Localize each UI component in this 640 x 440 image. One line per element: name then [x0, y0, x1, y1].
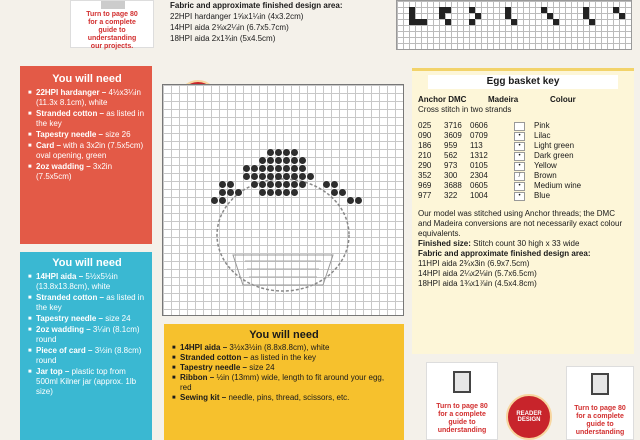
stitch: [267, 181, 274, 188]
guide-line: for a complete: [576, 413, 624, 420]
stitch: [251, 173, 258, 180]
key-swatch: •: [514, 162, 525, 171]
key-cell-anchor: 290: [418, 161, 432, 170]
key-cell-madeira: 0605: [470, 181, 488, 190]
key-cell-anchor: 969: [418, 181, 432, 190]
key-cell-dmc: 562: [444, 151, 458, 160]
key-swatch: •: [514, 152, 525, 161]
stitch: [219, 181, 226, 188]
fabric-line: 14HPI aida 2¼x2⅛in (5.7x6.5cm): [418, 269, 537, 278]
stitch: [259, 189, 266, 196]
guide-line: understanding: [437, 427, 487, 434]
key-swatch: •: [514, 142, 525, 151]
stitch: [267, 173, 274, 180]
stitch: [291, 165, 298, 172]
key-row: [418, 141, 628, 151]
stitch: [291, 189, 298, 196]
stitch: [307, 173, 314, 180]
panel-title: You will need: [52, 73, 122, 85]
stitch: [347, 197, 354, 204]
key-note: Our model was stitched using Anchor threads; the DMC and Madeira conversions are not necessarily exact colour equivalents.: [418, 209, 623, 238]
stitch: [331, 181, 338, 188]
stitch: [219, 197, 226, 204]
stitch: [283, 189, 290, 196]
key-cell-madeira: 1004: [470, 191, 488, 200]
finished-size: Finished size: Stitch count 30 high x 33 wide: [418, 239, 580, 248]
guide-line: for a complete: [438, 411, 486, 418]
key-cell-colour: Dark green: [534, 151, 574, 160]
stitch: [235, 189, 242, 196]
stitch: [299, 181, 306, 188]
key-cell-colour: Light green: [534, 141, 575, 150]
list-item: ■ 2oz wadding – 3¼in (8.1cm) round: [28, 325, 146, 345]
stitch: [291, 173, 298, 180]
guide-box-top: [70, 0, 154, 48]
list-item: ■ 22HPI hardanger – 4½x3¼in (11.3x 8.1cm), white: [28, 88, 146, 108]
key-row: [418, 121, 628, 131]
stitch: [275, 149, 282, 156]
stitch: [283, 173, 290, 180]
key-cell-dmc: 300: [444, 171, 458, 180]
key-swatch: •: [514, 192, 525, 201]
key-header: Anchor DMC Madeira Colour: [418, 95, 576, 104]
key-swatch: /: [514, 172, 525, 181]
fabric-line: 18HPI aida 1¾x1⅞in (4.5x4.8cm): [418, 279, 537, 288]
list-item: ■ Sewing kit – needle, pins, thread, scissors, etc.: [172, 393, 396, 403]
guide-line: for a complete: [88, 19, 136, 26]
guide-line: our projects.: [90, 43, 134, 50]
stitch: [291, 149, 298, 156]
key-cell-dmc: 3688: [444, 181, 462, 190]
stitch: [275, 181, 282, 188]
guide-line: Turn to page 80: [86, 11, 138, 18]
finished-line: 14HPI aida 2⅝x2¼in (6.7x5.7cm): [170, 23, 289, 32]
key-cell-anchor: 210: [418, 151, 432, 160]
stitch: [243, 165, 250, 172]
key-subtitle: Cross stitch in two strands: [418, 105, 512, 114]
key-cell-dmc: 973: [444, 161, 458, 170]
stitch: [275, 173, 282, 180]
stitch: [275, 165, 282, 172]
stitch: [251, 165, 258, 172]
key-cell-anchor: 352: [418, 171, 432, 180]
key-row: [418, 131, 628, 141]
key-row: [418, 181, 628, 191]
stitch: [267, 157, 274, 164]
key-swatch: •: [514, 132, 525, 141]
guide-line: Turn to page 80: [436, 403, 488, 410]
key-swatch: [514, 122, 525, 131]
stitch: [267, 165, 274, 172]
key-title: Egg basket key: [428, 75, 618, 89]
stitch: [339, 189, 346, 196]
fabric-heading: Fabric and approximate finished design area:: [418, 249, 591, 258]
key-cell-dmc: 3716: [444, 121, 462, 130]
key-row: [418, 191, 628, 201]
key-cell-anchor: 977: [418, 191, 432, 200]
list-item: ■ Stranded cotton – as listed in the key: [28, 109, 146, 129]
key-cell-madeira: 2304: [470, 171, 488, 180]
thread-spool-icon: [453, 371, 471, 393]
stitch: [355, 197, 362, 204]
guide-line: guide to: [448, 419, 476, 426]
guide-line: guide to: [98, 27, 126, 34]
key-swatch: •: [514, 182, 525, 191]
panel-title: You will need: [52, 257, 122, 269]
guide-box-bottom-1: [426, 362, 498, 440]
stitch: [283, 165, 290, 172]
list-item: ■ 2oz wadding – 3x2in (7.5x5cm): [28, 162, 146, 182]
stitch: [275, 157, 282, 164]
key-row: [418, 161, 628, 171]
stitch: [291, 157, 298, 164]
list-item: ■ Ribbon – ½in (13mm) wide, length to fit around your egg, red: [172, 373, 396, 393]
list-item: ■ Jar top – plastic top from 500ml Kilner jar (approx. 1lb size): [28, 367, 146, 397]
stitch: [331, 189, 338, 196]
egg-basket-chart: [162, 84, 404, 316]
egg-basket-key: [412, 68, 634, 354]
guide-line: understanding: [575, 429, 625, 436]
list-item: ■ 14HPI aida – 5½x5½in (13.8x13.8cm), white: [28, 272, 146, 292]
list-item: ■ Tapestry needle – size 26: [28, 130, 146, 140]
list-item: ■ 14HPI aida – 3½x3½in (8.8x8.8cm), white: [172, 343, 396, 353]
stitch: [259, 165, 266, 172]
fabric-line: 11HPI aida 2¾x3in (6.9x7.5cm): [418, 259, 530, 268]
list-item: ■ Piece of card – 3½in (8.8cm) round: [28, 346, 146, 366]
panel-title: You will need: [249, 329, 319, 341]
stitch: [283, 181, 290, 188]
stitch: [299, 157, 306, 164]
key-cell-colour: Pink: [534, 121, 550, 130]
list-item: ■ Stranded cotton – as listed in the key: [28, 293, 146, 313]
stitch: [323, 181, 330, 188]
key-cell-dmc: 959: [444, 141, 458, 150]
stitch: [291, 181, 298, 188]
key-cell-colour: Blue: [534, 191, 551, 200]
guide-line: understanding: [87, 35, 137, 42]
stitch: [251, 181, 258, 188]
key-row: [418, 171, 628, 181]
key-cell-dmc: 3609: [444, 131, 462, 140]
key-cell-anchor: 090: [418, 131, 432, 140]
stitch: [275, 189, 282, 196]
key-cell-anchor: 025: [418, 121, 432, 130]
stitch: [219, 189, 226, 196]
key-cell-madeira: 0709: [470, 131, 488, 140]
key-cell-madeira: 0606: [470, 121, 488, 130]
stitch: [299, 165, 306, 172]
key-cell-anchor: 186: [418, 141, 432, 150]
stitch: [259, 157, 266, 164]
stitch: [211, 197, 218, 204]
list-item: ■ Stranded cotton – as listed in the key: [172, 353, 396, 363]
stitch: [283, 157, 290, 164]
key-cell-colour: Medium wine: [534, 181, 582, 190]
stitch: [227, 189, 234, 196]
key-cell-colour: Lilac: [534, 131, 551, 140]
guide-box-bottom-2: [566, 366, 634, 440]
key-row: [418, 151, 628, 161]
stitch: [227, 181, 234, 188]
stitch: [299, 173, 306, 180]
key-cell-madeira: 113: [470, 141, 483, 150]
stitch: [243, 173, 250, 180]
list-item: ■ Tapestry needle – size 24: [172, 363, 396, 373]
guide-line: guide to: [586, 421, 614, 428]
finished-design-area-top: [170, 0, 390, 44]
stitch: [259, 173, 266, 180]
key-cell-madeira: 0105: [470, 161, 488, 170]
you-will-need-yellow: [164, 324, 404, 440]
stitch: [267, 149, 274, 156]
reader-design-badge-bottom: READER DESIGN: [506, 394, 552, 440]
list-item: ■ Card – with a 3x2in (7.5x5cm) oval opening, green: [28, 141, 146, 161]
finished-line: 18HPI aida 2x1¾in (5x4.5cm): [170, 34, 276, 43]
list-item: ■ Tapestry needle – size 24: [28, 314, 146, 324]
guide-line: Turn to page 80: [574, 405, 626, 412]
stitch: [283, 149, 290, 156]
key-cell-dmc: 322: [444, 191, 458, 200]
you-will-need-blue: [20, 252, 152, 440]
you-will-need-red: [20, 66, 152, 244]
key-cell-madeira: 1312: [470, 151, 488, 160]
finished-heading: Fabric and approximate finished design area:: [170, 1, 343, 10]
stitch: [267, 189, 274, 196]
finished-line: 22HPI hardanger 1⅝x1¼in (4x3.2cm): [170, 12, 304, 21]
partial-chart-top: [396, 0, 632, 50]
basket-outline: [163, 85, 403, 315]
needle-icon: [101, 1, 125, 9]
key-cell-colour: Yellow: [534, 161, 557, 170]
stitch: [259, 181, 266, 188]
key-cell-colour: Brown: [534, 171, 557, 180]
thread-spool-icon: [591, 373, 609, 395]
